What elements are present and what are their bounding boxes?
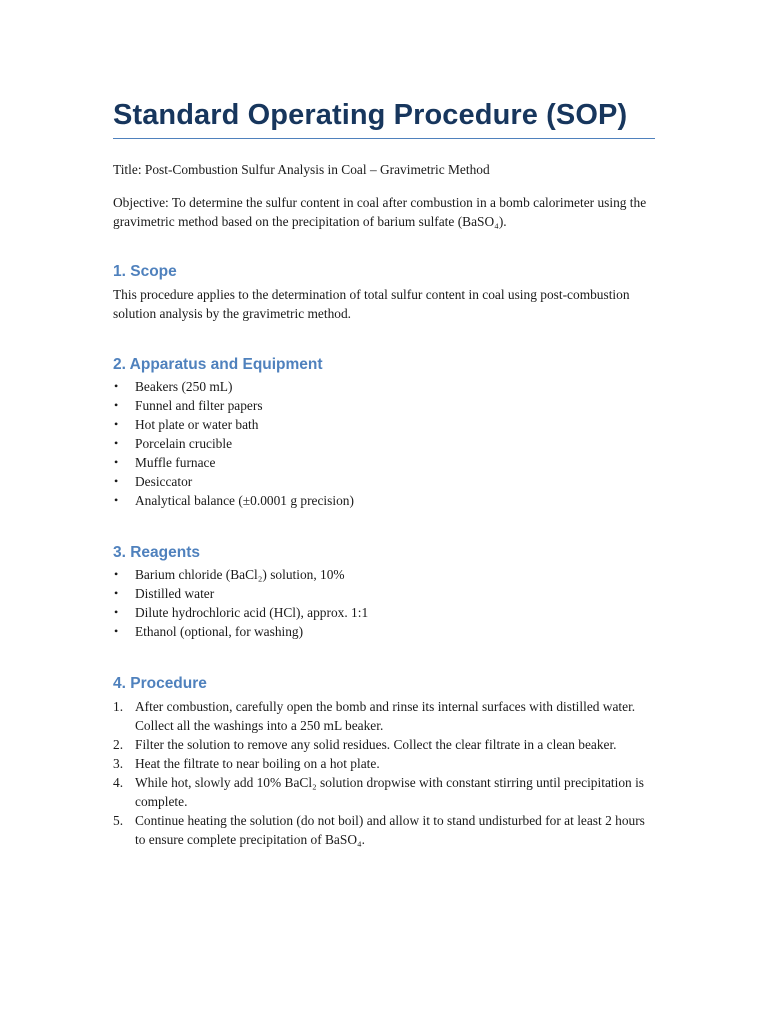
- list-item: [113, 396, 655, 415]
- procedure-step: [113, 811, 655, 849]
- list-item-text: Analytical balance (±0.0001 g precision): [135, 493, 354, 508]
- procedure-heading: 4. Procedure: [113, 675, 207, 692]
- scope-paragraph: This procedure applies to the determination of total sulfur content in coal using post-combustion solution analysis by the gravimetric method.: [113, 287, 630, 321]
- list-item-text: Distilled water: [135, 586, 215, 601]
- list-item: [113, 453, 655, 472]
- document-page: [113, 96, 655, 849]
- list-item: [113, 491, 655, 510]
- list-item: [113, 377, 655, 396]
- procedure-step: [113, 735, 655, 754]
- document-heading: Standard Operating Procedure (SOP): [113, 96, 655, 139]
- bullet-icon: •: [114, 455, 119, 469]
- step-number: 5.: [113, 813, 124, 828]
- apparatus-list: [113, 377, 655, 510]
- bullet-icon: •: [114, 624, 119, 638]
- procedure-step: [113, 773, 655, 811]
- step-text: While hot, slowly add 10% BaCl₂ solution dropwise with constant stirring until precipitation is complete.: [135, 775, 644, 809]
- list-item-text: Funnel and filter papers: [135, 398, 263, 413]
- procedure-step: [113, 754, 655, 773]
- scope-section: [113, 262, 655, 323]
- step-text: Filter the solution to remove any solid residues. Collect the clear filtrate in a clean beaker.: [135, 737, 617, 752]
- list-item: [113, 565, 655, 584]
- step-text: Heat the filtrate to near boiling on a hot plate.: [135, 756, 380, 771]
- list-item-text: Ethanol (optional, for washing): [135, 624, 304, 639]
- step-number: 2.: [113, 737, 124, 752]
- list-item-text: Porcelain crucible: [135, 436, 233, 451]
- step-number: 3.: [113, 756, 124, 771]
- bullet-icon: •: [114, 567, 119, 581]
- list-item-text: Beakers (250 mL): [135, 379, 233, 394]
- bullet-icon: •: [114, 474, 119, 488]
- list-item-text: Dilute hydrochloric acid (HCl), approx. 1:1: [135, 605, 369, 620]
- bullet-icon: •: [114, 605, 119, 619]
- apparatus-section: [113, 355, 655, 510]
- bullet-icon: •: [114, 398, 119, 412]
- step-number: 1.: [113, 699, 124, 714]
- apparatus-heading: 2. Apparatus and Equipment: [113, 356, 323, 373]
- list-item: [113, 434, 655, 453]
- reagents-heading: 3. Reagents: [113, 544, 201, 561]
- reagents-list: [113, 565, 655, 641]
- reagents-section: [113, 543, 655, 641]
- procedure-steps: [113, 697, 655, 849]
- bullet-icon: •: [114, 586, 119, 600]
- list-item: [113, 584, 655, 603]
- list-item-text: Barium chloride (BaCl₂) solution, 10%: [135, 567, 345, 582]
- bullet-icon: •: [114, 379, 119, 393]
- bullet-icon: •: [114, 417, 119, 431]
- bullet-icon: •: [114, 493, 119, 507]
- list-item: [113, 415, 655, 434]
- bullet-icon: •: [114, 436, 119, 450]
- sop-title-line: Title: Post-Combustion Sulfur Analysis in Coal – Gravimetric Method: [113, 162, 490, 177]
- scope-heading: 1. Scope: [113, 263, 177, 280]
- step-number: 4.: [113, 775, 124, 790]
- list-item-text: Desiccator: [135, 474, 193, 489]
- step-text: After combustion, carefully open the bomb and rinse its internal surfaces with distilled water. Collect all the washings into a 250 mL beaker.: [135, 699, 636, 733]
- list-item-text: Hot plate or water bath: [135, 417, 259, 432]
- list-item-text: Muffle furnace: [135, 455, 216, 470]
- list-item: [113, 603, 655, 622]
- procedure-step: [113, 697, 655, 735]
- procedure-section: [113, 674, 655, 849]
- objective-paragraph: Objective: To determine the sulfur content in coal after combustion in a bomb calorimeter using the gravimetric method based on the precipitation of barium sulfate (BaSO₄).: [113, 195, 647, 229]
- list-item: [113, 472, 655, 491]
- list-item: [113, 622, 655, 641]
- step-text: Continue heating the solution (do not boil) and allow it to stand undisturbed for at least 2 hours to ensure complete precipitation of BaSO₄.: [135, 813, 645, 847]
